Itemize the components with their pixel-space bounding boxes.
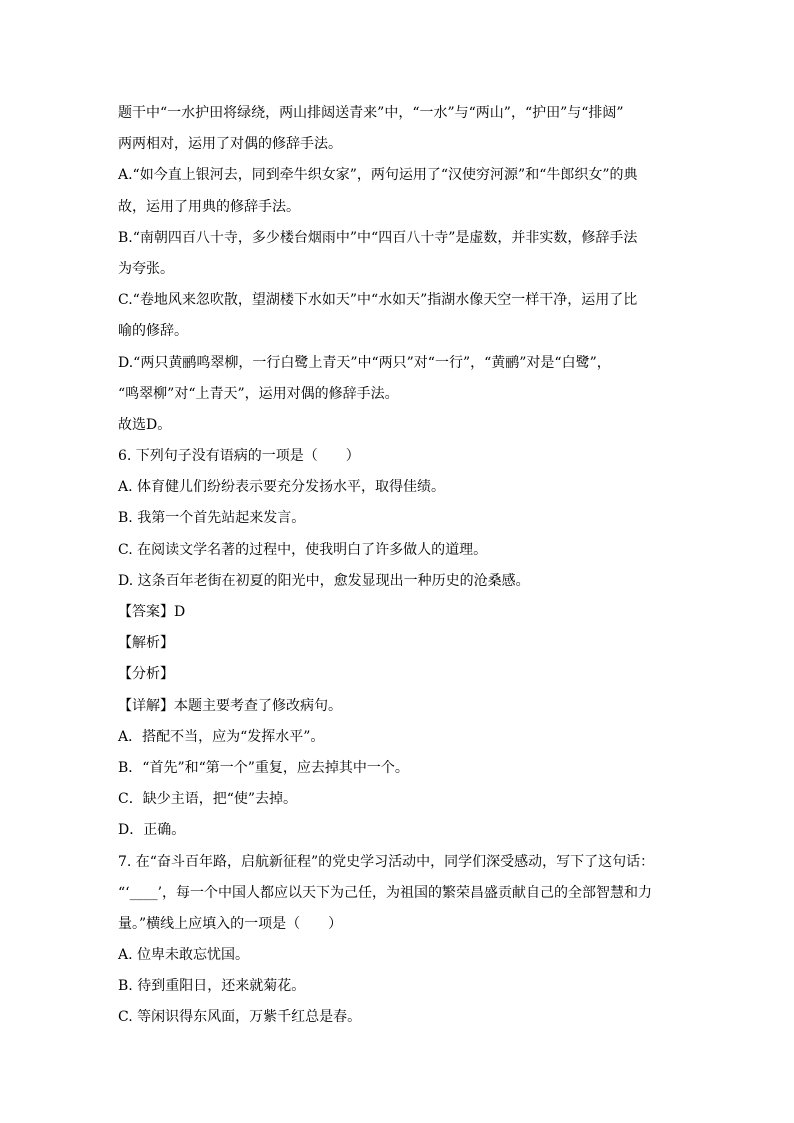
option-line: A. 体育健儿们纷纷表示要充分发扬水平，取得佳绩。: [118, 479, 446, 496]
answer-heading: 【答案】D: [118, 604, 186, 620]
text-line: D．正确。: [118, 822, 186, 839]
analysis-heading: 【解析】: [118, 635, 174, 652]
text-line: B.“南朝四百八十寺，多少楼台烟雨中”中“四百八十寺”是虚数，并非实数，修辞手法: [118, 229, 638, 246]
text-line: C．缺少主语，把“使”去掉。: [118, 791, 298, 808]
option-line: C. 等闲识得东风面，万紫千红总是春。: [118, 1009, 362, 1026]
text-line: 喻的修辞。: [118, 323, 188, 340]
option-line: D. 这条百年老街在初夏的阳光中，愈发显现出一种历史的沧桑感。: [118, 572, 530, 589]
analysis-heading: 【分析】: [118, 666, 174, 683]
text-line: 两两相对，运用了对偶的修辞手法。: [118, 136, 342, 153]
detail-heading: 【详解】本题主要考查了修改病句。: [118, 697, 342, 714]
text-line: A.“如今直上银河去，同到牵牛织女家”，两句运用了“汉使穷河源”和“牛郎织女”的典: [118, 167, 638, 184]
text-line: B．“首先”和“第一个”重复，应去掉其中一个。: [118, 759, 409, 776]
option-line: B. 我第一个首先站起来发言。: [118, 510, 306, 527]
text-line: 为夸张。: [118, 260, 174, 277]
option-line: B. 待到重阳日，还来就菊花。: [118, 978, 306, 995]
text-line: 故，运用了用典的修辞手法。: [118, 198, 300, 215]
text-line: 量。”横线上应填入的一项是（ ）: [118, 915, 343, 932]
text-line: A．搭配不当，应为“发挥水平”。: [118, 728, 325, 745]
text-line: 故选D。: [118, 416, 172, 433]
question-title: 6. 下列句子没有语病的一项是（ ）: [118, 448, 360, 465]
text-line: D.“两只黄鹂鸣翠柳，一行白鹭上青天”中“两只”对“一行”，“黄鹂”对是“白鹭”，: [118, 354, 611, 371]
document-page: [118, 98, 688, 1034]
text-line: C.“卷地风来忽吹散，望湖楼下水如天”中“水如天”指湖水像天空一样干净，运用了比: [118, 292, 638, 309]
text-line: “‘____’，每一个中国人都应以天下为己任，为祖国的繁荣昌盛贡献自己的全部智慧和力: [118, 884, 653, 901]
text-line: 题干中“一水护田将绿绕，两山排闼送青来”中，“一水”与“两山”，“护田”与“排闼”: [118, 105, 624, 121]
option-line: A. 位卑未敢忘忧国。: [118, 947, 250, 964]
option-line: C. 在阅读文学名著的过程中，使我明白了许多做人的道理。: [118, 541, 488, 558]
text-line: “鸣翠柳”对“上青天”，运用对偶的修辞手法。: [118, 385, 399, 402]
question-title: 7. 在“奋斗百年路，启航新征程”的党史学习活动中，同学们深受感动，写下了这句话：: [118, 853, 655, 870]
